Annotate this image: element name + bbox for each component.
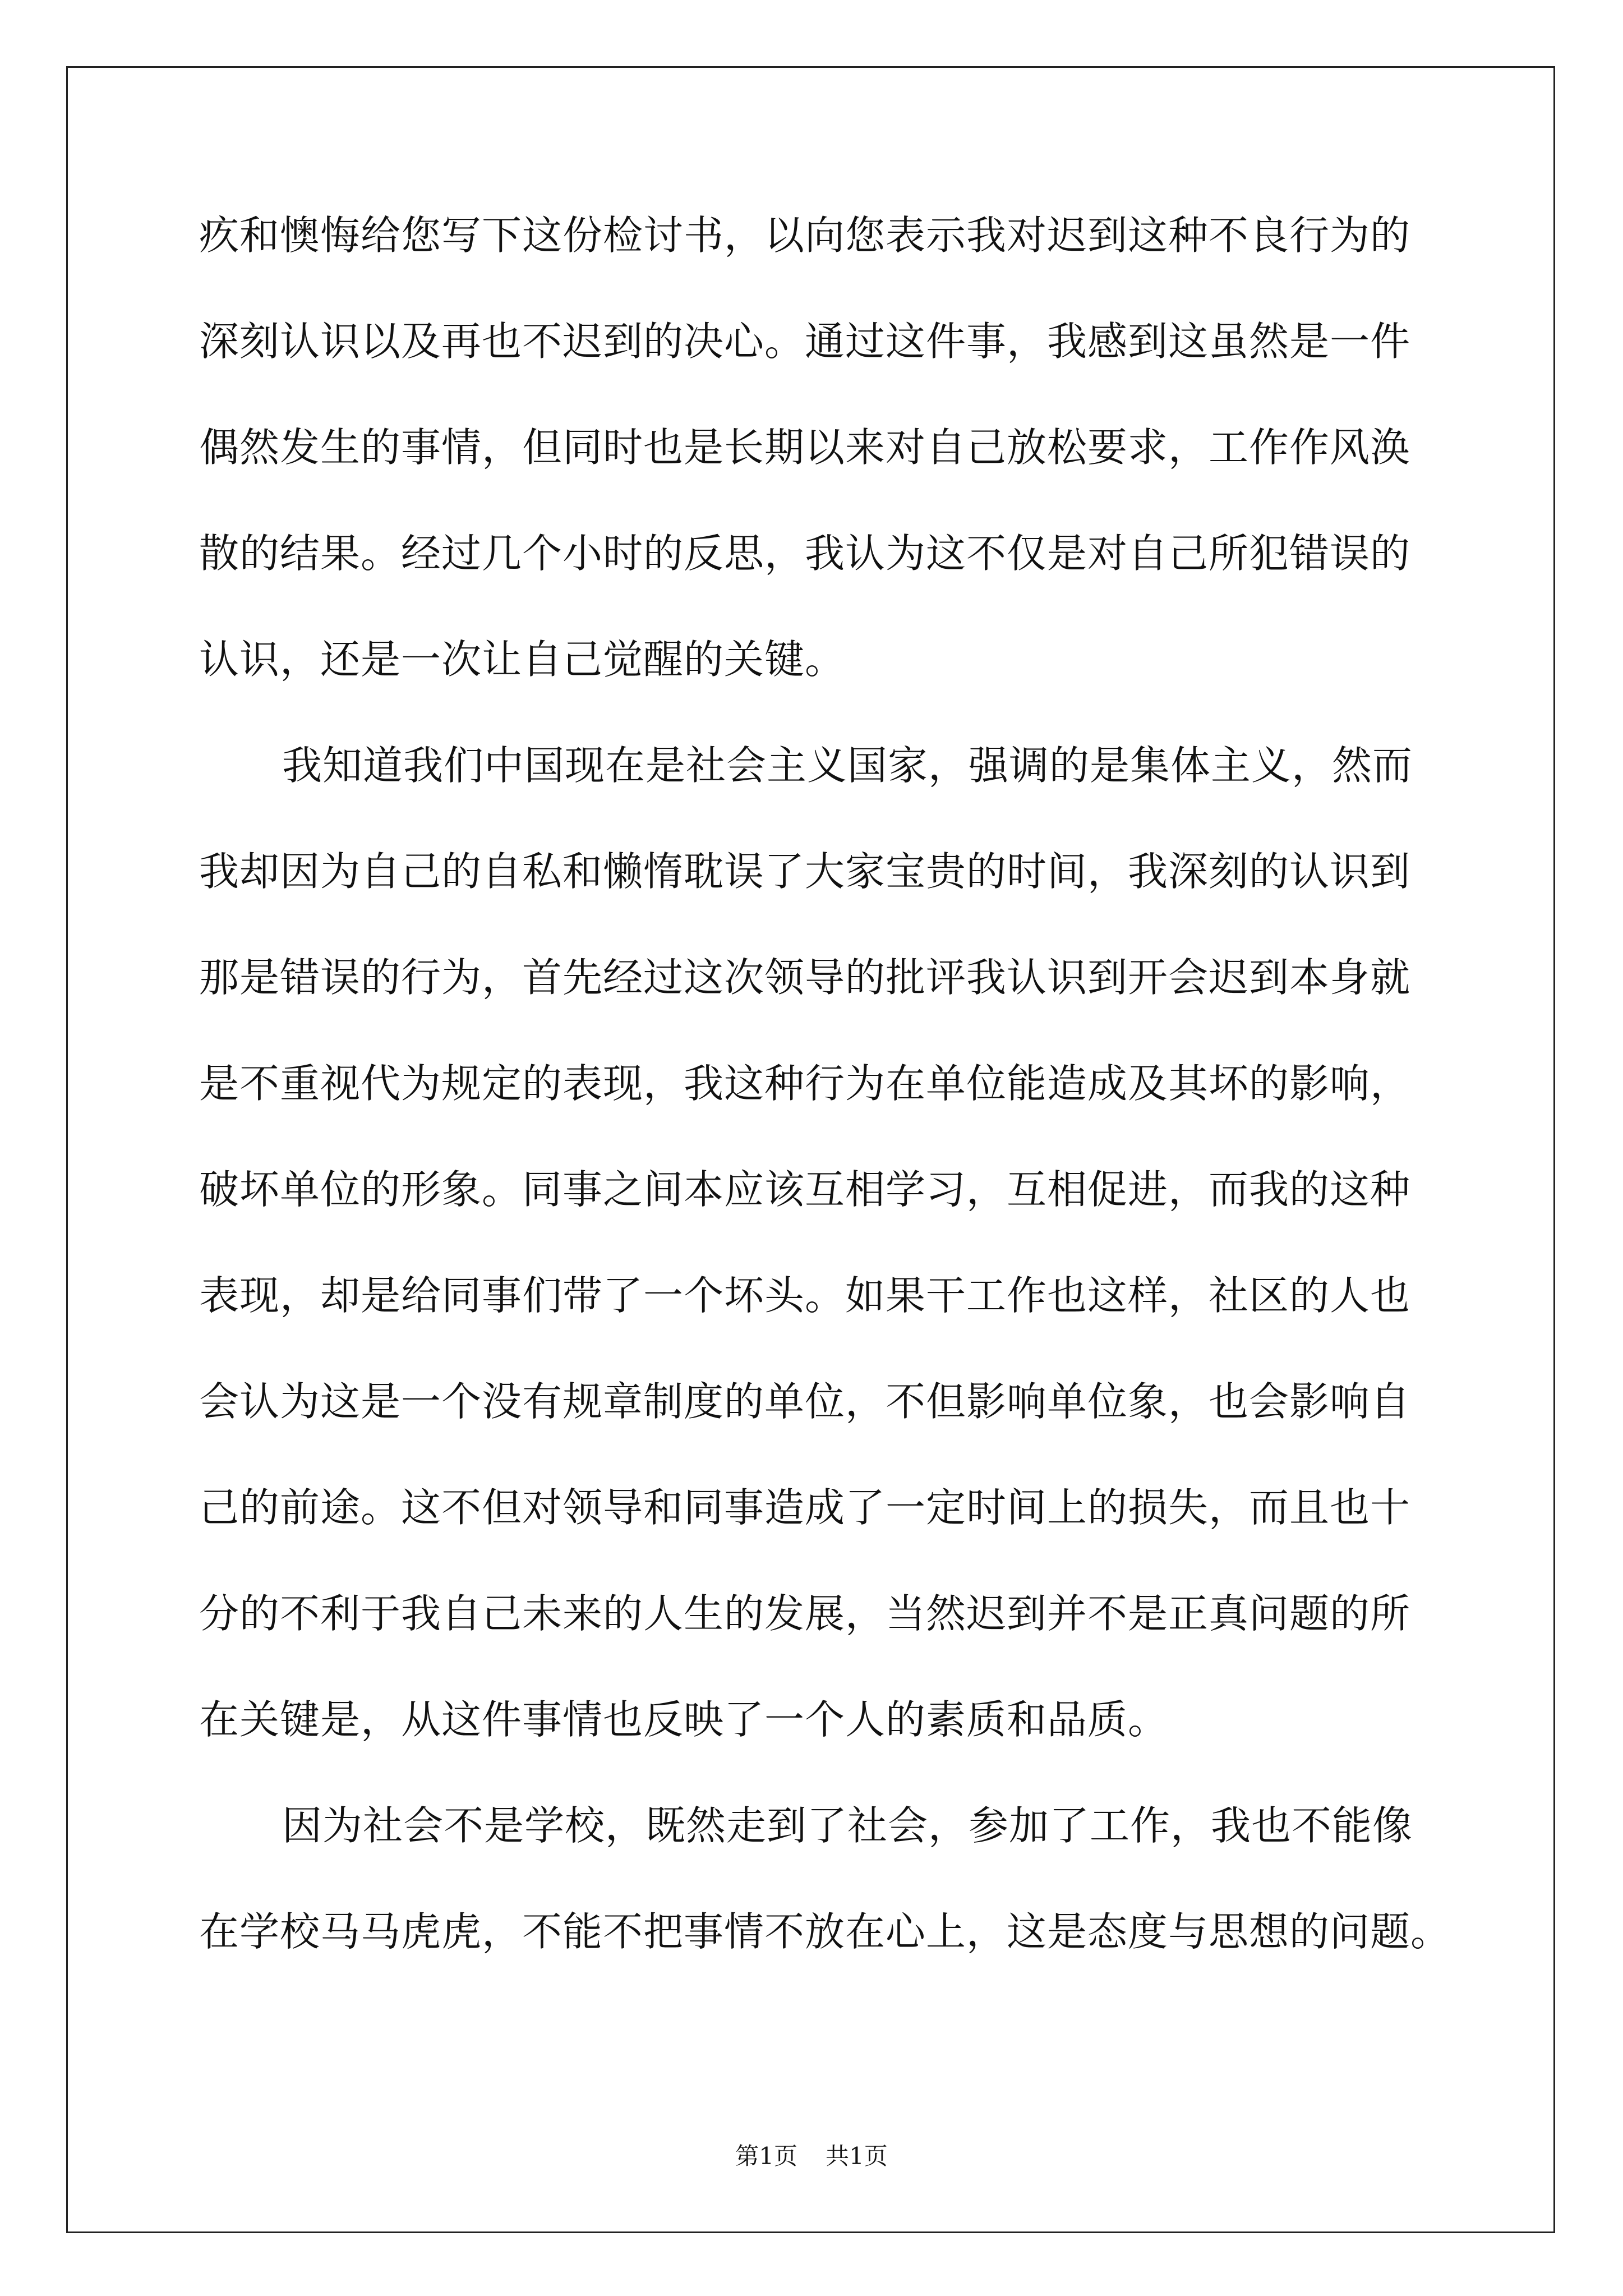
text-line: 己的前途。这不但对领导和同事造成了一定时间上的损失，而且也十 xyxy=(199,1484,1411,1531)
text-line: 会认为这是一个没有规章制度的单位，不但影响单位象，也会影响自 xyxy=(199,1378,1411,1425)
document-body xyxy=(199,212,1451,2018)
text-line: 是不重视代为规定的表现，我这种行为在单位能造成及其坏的影响， xyxy=(199,1060,1411,1107)
text-line: 因为社会不是学校，既然走到了社会，参加了工作，我也不能像 xyxy=(282,1802,1413,1849)
text-line: 我却因为自己的自私和懒惰耽误了大家宝贵的时间，我深刻的认识到 xyxy=(199,848,1411,895)
text-line: 偶然发生的事情，但同时也是长期以来对自己放松要求，工作作风涣 xyxy=(199,424,1411,471)
text-line: 在关键是，从这件事情也反映了一个人的素质和品质。 xyxy=(199,1696,1169,1743)
text-line: 破坏单位的形象。同事之间本应该互相学习，互相促进，而我的这种 xyxy=(199,1166,1411,1213)
text-line: 散的结果。经过几个小时的反思，我认为这不仅是对自己所犯错误的 xyxy=(199,530,1411,577)
text-line: 在学校马马虎虎，不能不把事情不放在心上，这是态度与思想的问题。 xyxy=(199,1908,1451,1955)
text-line: 表现，却是给同事们带了一个坏头。如果干工作也这样，社区的人也 xyxy=(199,1272,1411,1319)
text-line: 深刻认识以及再也不迟到的决心。通过这件事，我感到这虽然是一件 xyxy=(199,318,1411,365)
text-line: 分的不利于我自己未来的人生的发展，当然迟到并不是正真问题的所 xyxy=(199,1590,1411,1637)
page-total: 共1页 xyxy=(826,2142,888,2170)
page-number: 第1页 xyxy=(735,2142,797,2170)
text-line: 认识，还是一次让自己觉醒的关键。 xyxy=(199,636,846,683)
page-footer xyxy=(0,2142,1623,2170)
text-line: 我知道我们中国现在是社会主义国家，强调的是集体主义，然而 xyxy=(282,742,1413,789)
text-line: 那是错误的行为，首先经过这次领导的批评我认识到开会迟到本身就 xyxy=(199,954,1411,1001)
text-line: 疚和懊悔给您写下这份检讨书，以向您表示我对迟到这种不良行为的 xyxy=(199,212,1411,259)
